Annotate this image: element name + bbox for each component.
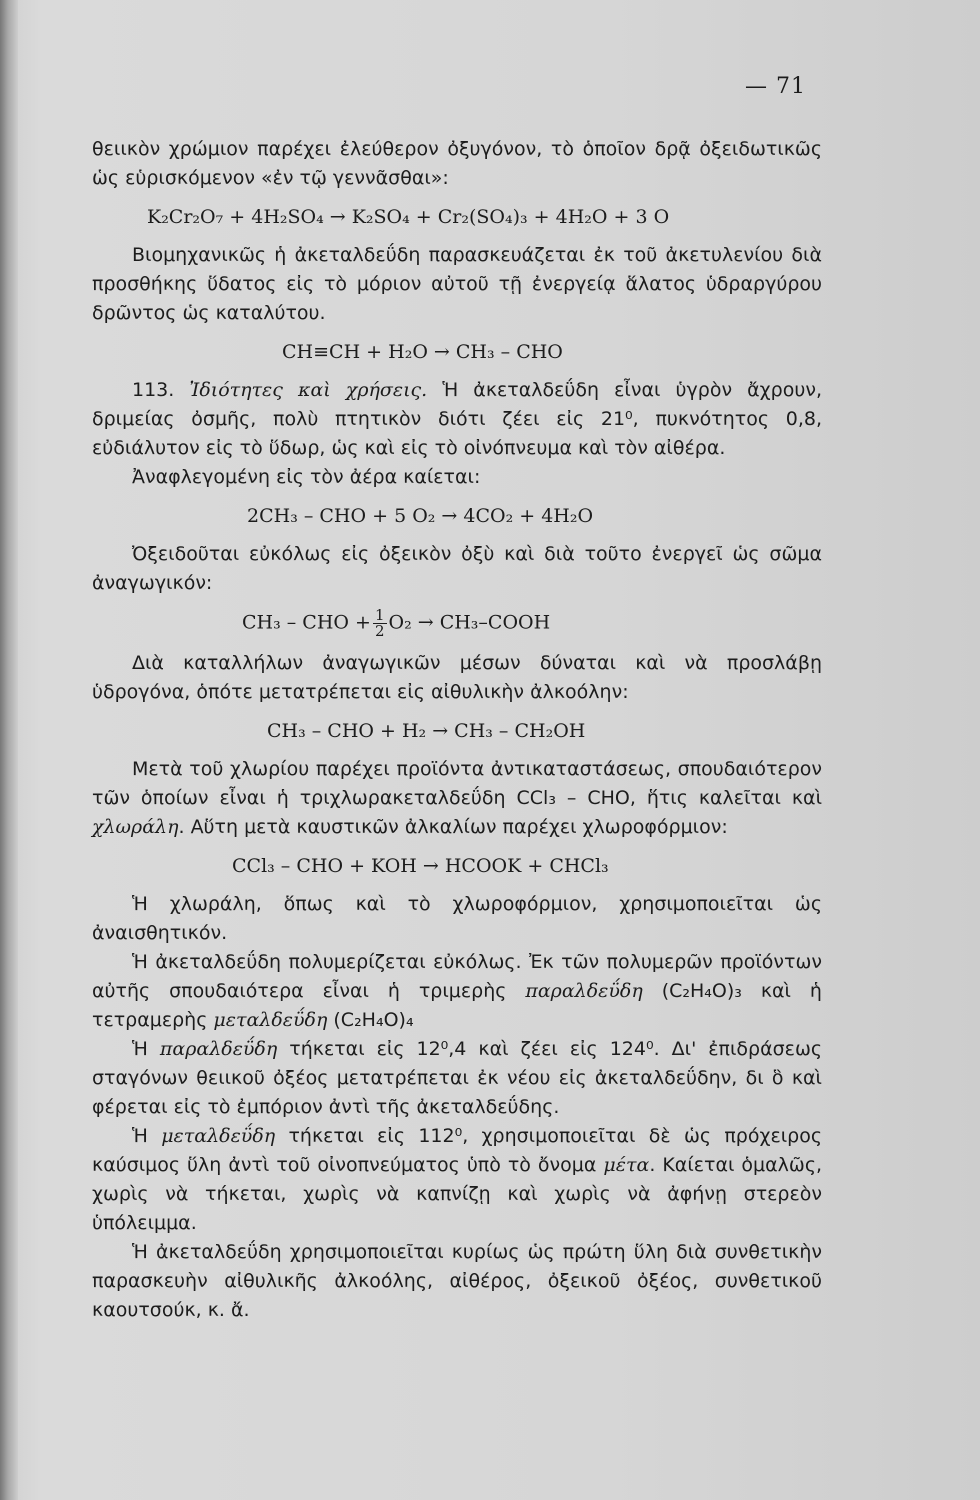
metaldehyde-name: μεταλδεΰδη: [161, 1125, 276, 1147]
metaldehyde-text-c: . Καίεται ὁμαλῶς, χωρὶς νὰ τήκεται, χωρὶς νὰ καπνίζῃ καὶ χωρὶς νὰ ἀφήνῃ στερεὸν ὑπόλειμμα.: [92, 1154, 823, 1234]
poly-text-c: (C₂H₄O)₄: [333, 1009, 414, 1031]
page-number: — 71: [745, 74, 806, 99]
paragraph-uses: Ἡ ἀκεταλδεΰδη χρησιμοποιεῖται κυρίως ὡς πρώτη ὕλη διὰ συνθετικὴν παρασκευὴν αἰθυλικῆς ἀλκοόλης, αἰθέρος, ὀξεικοῦ ὀξέος, συνθετικοῦ καουτσούκ, κ. ἄ.: [92, 1241, 822, 1321]
meta-fuel-name: μέτα: [603, 1154, 650, 1176]
paraldehyde-term: παραλδεΰδη: [525, 980, 643, 1002]
chloral-term: χλωράλη: [92, 816, 179, 838]
equation-acetylene-hydration: CH≡CH + H₂O → CH₃ – CHO: [282, 341, 563, 363]
paragraph-properties: [92, 376, 822, 463]
equation-oxidation: [242, 608, 822, 639]
metaldehyde-term: μεταλδεΰδη: [213, 1009, 328, 1031]
properties-text: Ἡ ἀκεταλδεΰδη εἶναι ὑγρὸν ἄχρουν, δριμείας ὀσμῆς, πολὺ πτητικὸν διότι ζέει εἰς 21⁰, πυκνότητος 0,8, εὐδιάλυτον εἰς τὸ ὕδωρ, ὡς καὶ εἰς τὸ οἰνόπνευμα καὶ τὸν αἰθέρα.: [92, 379, 822, 459]
paragraph-metaldehyde: [92, 1122, 822, 1238]
equation-oxidation-right: O₂ → CH₃–COOH: [388, 611, 551, 634]
poly-text-b: (C₂H₄O)₃ καὶ ἡ τετραμερὴς: [92, 980, 822, 1031]
paragraph-industrial-preparation: Βιομηχανικῶς ἡ ἀκεταλδεΰδη παρασκευάζεται ἐκ τοῦ ἀκετυλενίου διὰ προσθήκης ὕδατος εἰς τὸ μόριον αὐτοῦ τῇ ἐνεργείᾳ ἅλατος ὑδραργύρου δρῶντος ὡς καταλύτου.: [92, 244, 822, 324]
section-heading: Ἰδιότητες καὶ χρήσεις.: [189, 379, 428, 401]
paragraph-combustion: Ἀναφλεγομένη εἰς τὸν ἀέρα καίεται:: [132, 466, 481, 488]
poly-text-a: Ἡ ἀκεταλδεΰδη πολυμερίζεται εὐκόλως. Ἐκ τῶν πολυμερῶν προϊόντων αὐτῆς σπουδαιότερα εἶναι ἡ τριμερὴς: [92, 951, 822, 1002]
equation-haloform: CCl₃ – CHO + KOH → HCOOK + CHCl₃: [232, 855, 609, 877]
section-number: 113.: [132, 379, 175, 401]
paragraph-chromic-oxidation: θειικὸν χρώμιον παρέχει ἐλεύθερον ὀξυγόνον, τὸ ὁποῖον δρᾷ ὀξειδωτικῶς ὡς εὑρισκόμενον «ἐν τῷ γεννᾶσθαι»:: [92, 138, 822, 189]
fraction-one-half: [373, 608, 387, 639]
paraldehyde-text-a: Ἡ: [132, 1038, 148, 1060]
paragraph-chloral: [92, 755, 822, 842]
paragraph-polymerization: [92, 948, 822, 1035]
page-content: [92, 135, 822, 1325]
fraction-denominator: 2: [374, 622, 385, 640]
paraldehyde-name: παραλδεΰδη: [159, 1038, 278, 1060]
paragraph-oxidation: Ὀξειδοῦται εὐκόλως εἰς ὀξεικὸν ὀξὺ καὶ διὰ τοῦτο ἐνεργεῖ ὡς σῶμα ἀναγωγικόν:: [92, 543, 822, 594]
paragraph-reduction: Διὰ καταλλήλων ἀναγωγικῶν μέσων δύναται καὶ νὰ προσλάβῃ ὑδρογόνα, ὁπότε μετατρέπεται εἰς αἰθυλικὴν ἀλκοόλην:: [92, 652, 822, 703]
equation-combustion: 2CH₃ – CHO + 5 O₂ → 4CO₂ + 4H₂O: [247, 505, 594, 527]
page-edge-shadow: [0, 0, 18, 1500]
paragraph-chloral-use: Ἡ χλωράλη, ὅπως καὶ τὸ χλωροφόρμιον, χρησιμοποιεῖται ὡς ἀναισθητικόν.: [92, 893, 822, 944]
paragraph-paraldehyde: [92, 1035, 822, 1122]
equation-oxidation-left: CH₃ – CHO +: [242, 611, 371, 634]
metaldehyde-text-b: τήκεται εἰς 112⁰, χρησιμοποιεῖται δὲ ὡς πρόχειρος καύσιμος ὕλη ἀντὶ τοῦ οἰνοπνεύματος ὑπὸ τὸ ὄνομα: [92, 1125, 822, 1176]
equation-reduction: CH₃ – CHO + H₂ → CH₃ – CH₂OH: [267, 720, 586, 742]
chloral-text-b: . Αὕτη μετὰ καυστικῶν ἀλκαλίων παρέχει χλωροφόρμιον:: [178, 816, 728, 838]
metaldehyde-text-a: Ἡ: [132, 1125, 148, 1147]
fraction-numerator: 1: [374, 606, 385, 624]
equation-dichromate: K₂Cr₂O₇ + 4H₂SO₄ → K₂SO₄ + Cr₂(SO₄)₃ + 4H₂O + 3 O: [147, 206, 670, 228]
paraldehyde-text-b: τήκεται εἰς 12⁰,4 καὶ ζέει εἰς 124⁰. Δι' ἐπιδράσεως σταγόνων θειικοῦ ὀξέος μετατρέπεται ἐκ νέου εἰς ἀκεταλδεΰδην, δι ὃ καὶ φέρεται εἰς τὸ ἐμπόριον ἀντὶ τῆς ἀκεταλδεΰδης.: [92, 1038, 823, 1118]
chloral-text-a: Μετὰ τοῦ χλωρίου παρέχει προϊόντα ἀντικαταστάσεως, σπουδαιότερον τῶν ὁποίων εἶναι ἡ τριχλωρακεταλδεΰδη CCl₃ – CHO, ἥτις καλεῖται καὶ: [92, 758, 822, 809]
